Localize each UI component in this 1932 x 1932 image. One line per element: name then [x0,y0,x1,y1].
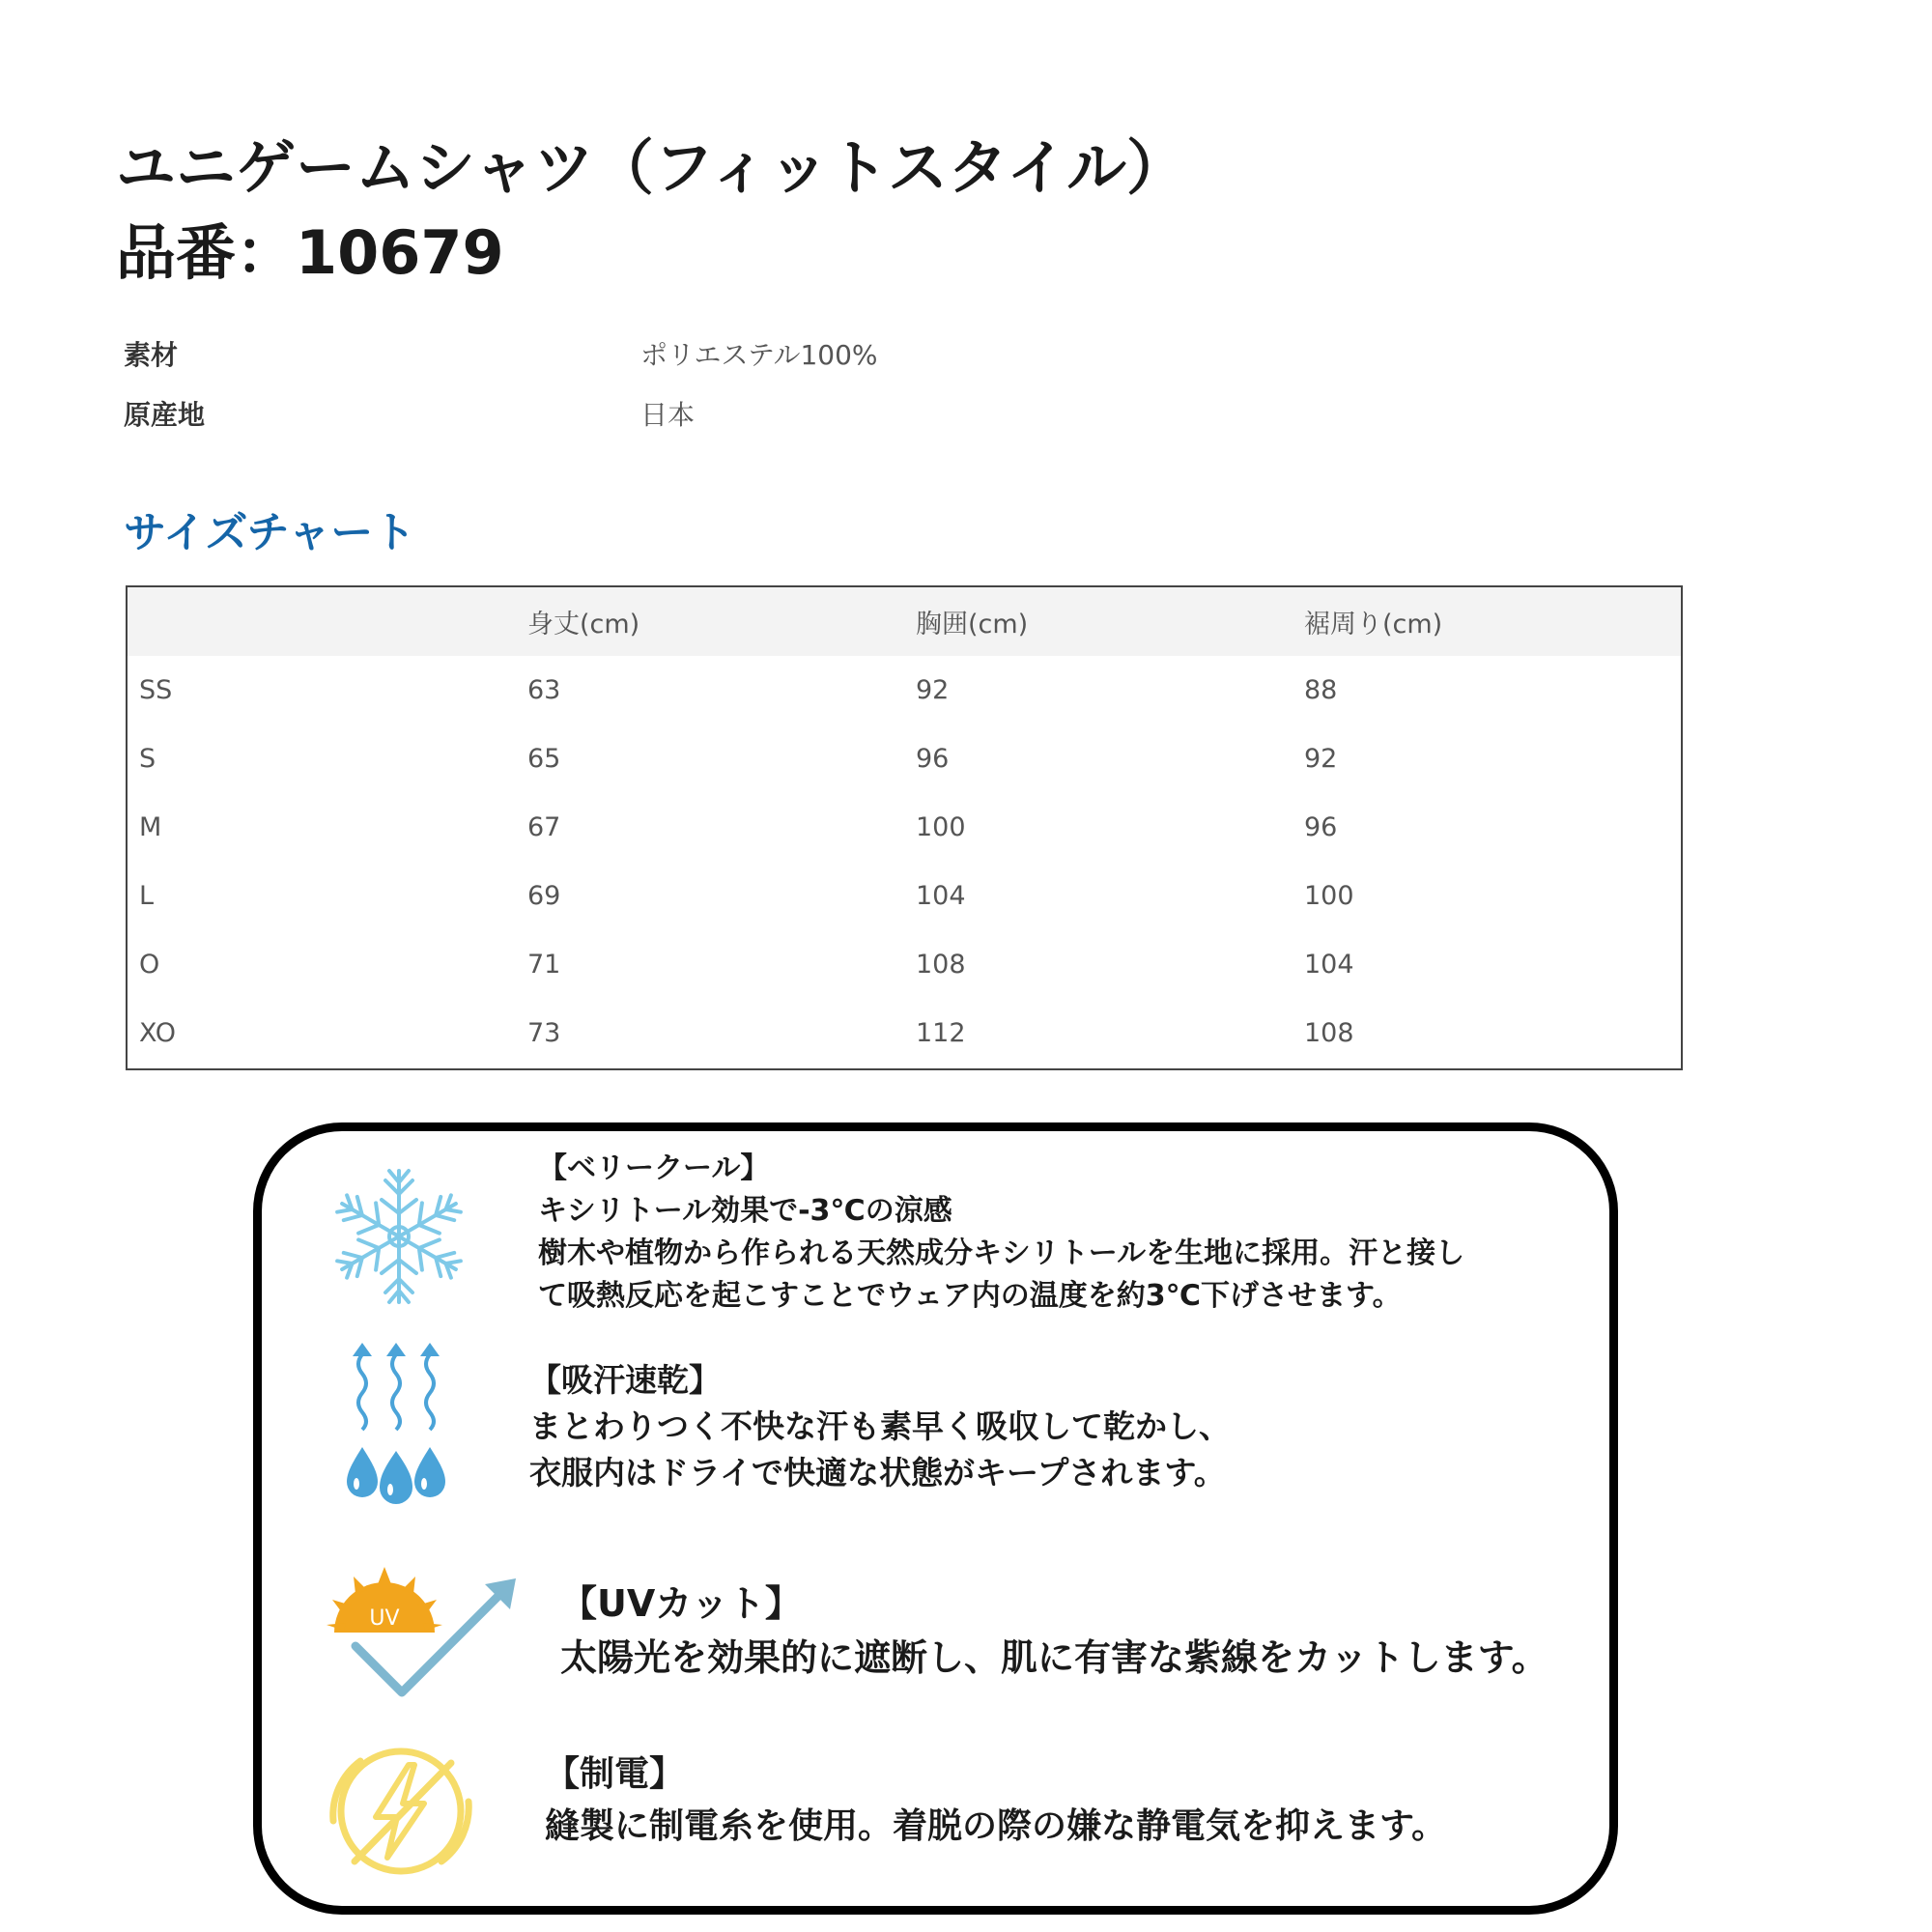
product-name: ユニゲームシャツ（フィットスタイル） [116,132,1186,203]
spec-label: 素材 [124,339,179,371]
feature-desc: 太陽光を効果的に遮断し、肌に有害な紫線をカットします。 [560,1636,1548,1679]
feature-desc: 縫製に制電糸を使用。着脱の際の嫌な静電気を抑えます。 [545,1806,1447,1846]
length-cell: 73 [527,1018,561,1048]
feature-desc: 樹木や植物から作られる天然成分キシリトールを生地に採用。汗と接し [538,1236,1465,1270]
hem-cell: 88 [1304,675,1338,705]
product-code: 品番：10679 [116,217,504,288]
feature-desc: 衣服内はドライで快適な状態がキープされます。 [529,1454,1226,1492]
table-row [128,724,1681,793]
feature-uv-cut [560,1577,1548,1685]
length-cell: 71 [527,950,561,980]
feature-title: 【UVカット】 [560,1582,802,1625]
chest-cell: 96 [916,744,950,774]
spec-value: 日本 [640,399,696,431]
size-cell: L [139,881,155,911]
hem-cell: 108 [1304,1018,1354,1048]
feature-subtitle: キシリトール効果で-3℃の涼感 [538,1194,952,1228]
length-cell: 67 [527,812,561,842]
size-cell: M [139,812,162,842]
chest-cell: 100 [916,812,966,842]
length-cell: 63 [527,675,561,705]
table-header-cell: 胸囲(cm) [916,610,1029,639]
table-row [128,862,1681,930]
size-chart-table [126,585,1683,1070]
hem-cell: 104 [1304,950,1354,980]
antistatic-icon [324,1739,478,1884]
chest-cell: 92 [916,675,950,705]
size-cell: XO [139,1018,177,1048]
table-row [128,999,1681,1067]
hem-cell: 96 [1304,812,1338,842]
product-title [116,126,1186,296]
feature-very-cool [538,1148,1464,1318]
table-row [128,793,1681,862]
size-cell: SS [139,675,173,705]
feature-antistatic [545,1748,1446,1853]
table-header-row [128,587,1681,656]
hem-cell: 100 [1304,881,1354,911]
spec-label: 原産地 [124,399,206,431]
table-row [128,656,1681,724]
chest-cell: 112 [916,1018,966,1048]
length-cell: 65 [527,744,561,774]
table-header-cell: 裾周り(cm) [1304,610,1443,639]
length-cell: 69 [527,881,561,911]
size-chart-heading: サイズチャート [124,508,416,557]
chest-cell: 104 [916,881,966,911]
table-row [128,930,1681,999]
feature-desc: て吸熱反応を起こすことでウェア内の温度を約3℃下げさせます。 [538,1279,1402,1313]
size-cell: S [139,744,156,774]
size-cell: O [139,950,160,980]
feature-desc: まとわりつく不快な汗も素早く吸収して乾かし、 [529,1407,1231,1445]
sweat-drying-icon [343,1343,459,1507]
uv-cut-icon [327,1567,520,1702]
feature-title: 【吸汗速乾】 [529,1361,721,1399]
feature-sweat-dry [529,1357,1231,1496]
feature-title: 【ベリークール】 [538,1151,770,1185]
hem-cell: 92 [1304,744,1338,774]
snowflake-icon [327,1164,471,1309]
chest-cell: 108 [916,950,966,980]
spec-value: ポリエステル100% [640,339,878,371]
uv-icon-text: UV [369,1606,400,1631]
feature-title: 【制電】 [545,1754,685,1794]
table-header-cell: 身丈(cm) [527,610,640,639]
